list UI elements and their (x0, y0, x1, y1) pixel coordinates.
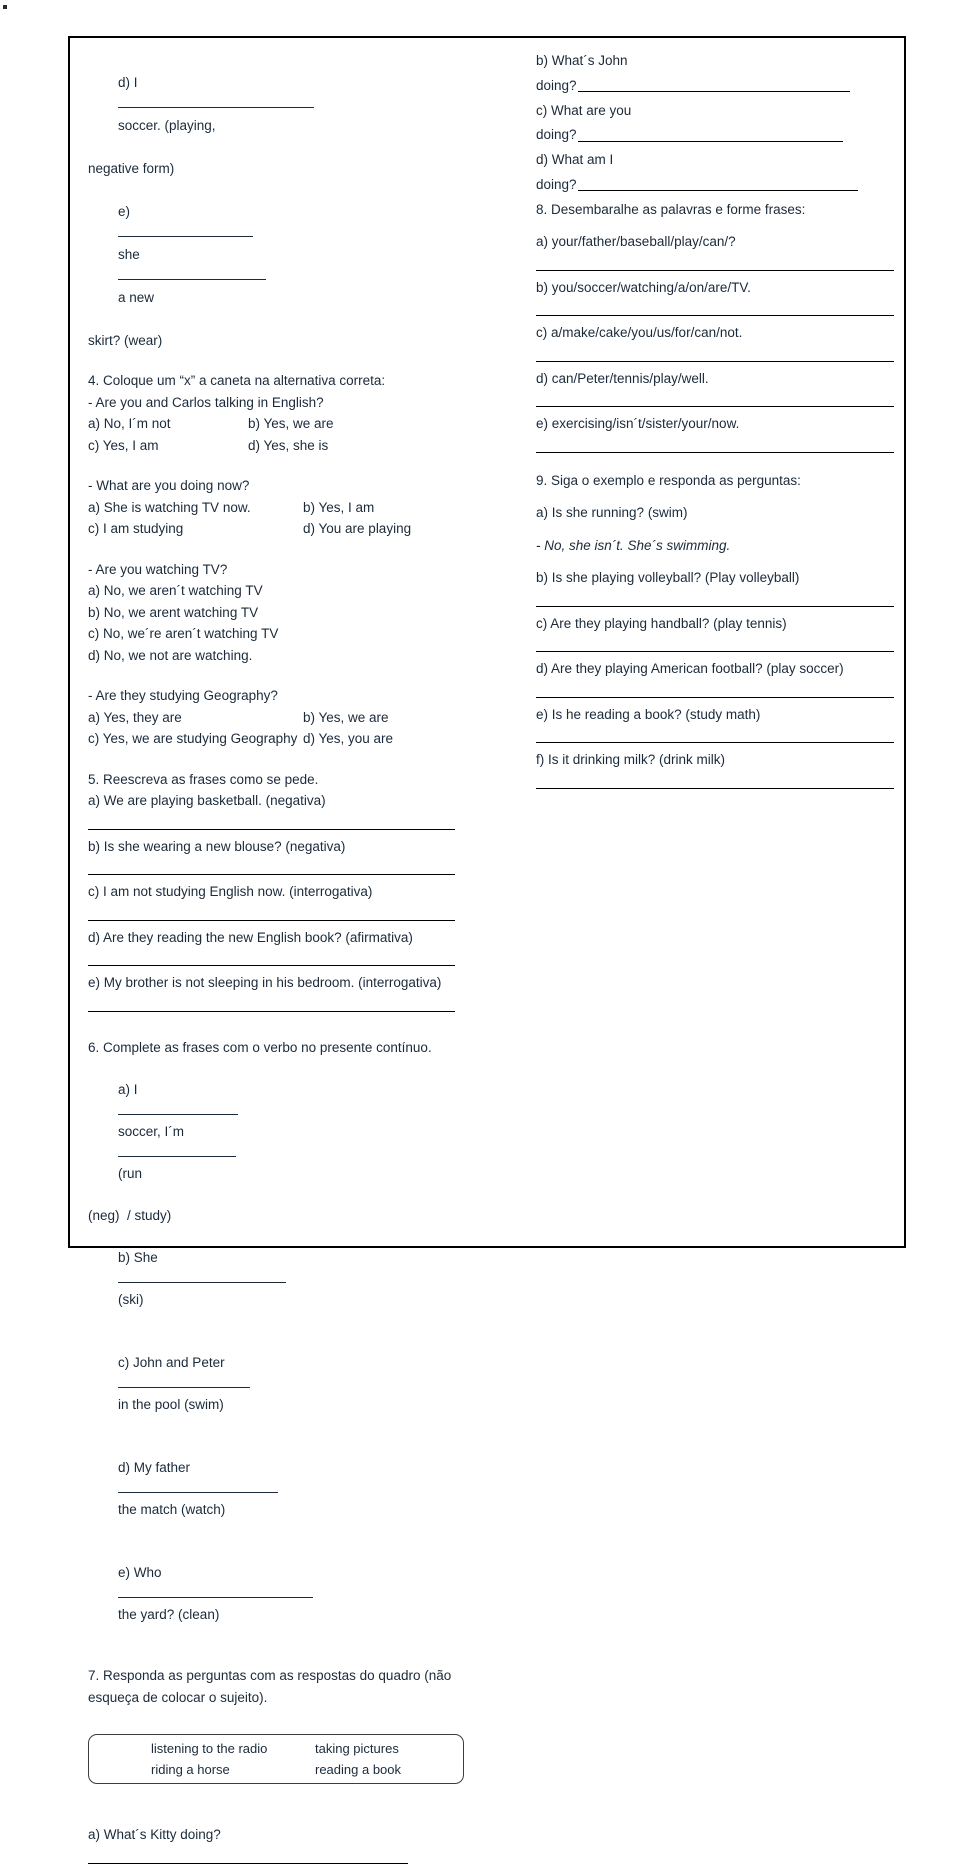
blank-field[interactable] (118, 1584, 313, 1598)
exercise-7-question-c: c) What are you (536, 102, 632, 118)
exercise-9-item-f: f) Is it drinking milk? (drink milk) (536, 752, 726, 767)
scan-artifact-speck (3, 5, 7, 9)
option-a[interactable]: a) No, we aren´t watching TV (88, 583, 263, 598)
exercise-6-heading: 6. Complete as frases com o verbo no presente contínuo. (88, 1039, 432, 1055)
option-d[interactable]: d) Yes, she is (248, 437, 329, 453)
exercise-6-item-e (88, 1541, 508, 1646)
exercise-9-item-b: b) Is she playing volleyball? (Play volleyball) (536, 570, 800, 585)
answer-line[interactable] (536, 270, 894, 271)
exercise-4-question-3-prompt: - Are you watching TV? (88, 561, 228, 577)
spacer (536, 556, 894, 567)
exercise-4-question-1-prompt: - Are you and Carlos talking in English? (88, 394, 324, 410)
blank-field[interactable] (118, 1269, 286, 1283)
answer-prefix: doing? (536, 176, 577, 192)
exercise-9-example-question: a) Is she running? (swim) (536, 505, 688, 520)
exercise-5-item-d: d) Are they reading the new English book? (afirmativa) (88, 929, 413, 945)
worksheet-page-frame (68, 36, 906, 1842)
word-bank-item: riding a horse (151, 1762, 230, 1777)
answer-prefix: doing? (536, 77, 577, 93)
exercise-5-item-c: c) I am not studying English now. (interrogativa) (88, 884, 373, 899)
exercise-6-item-b (88, 1226, 508, 1331)
exercise-7-question-a: a) What´s Kitty doing? (88, 1827, 221, 1842)
answer-line[interactable] (88, 1011, 455, 1012)
exercise-6-item-c (88, 1331, 508, 1436)
option-d[interactable]: d) Yes, you are (303, 731, 394, 746)
blank-field[interactable] (118, 1101, 238, 1115)
exercise-4-q4-options-row-2 (88, 728, 508, 750)
exercise-8-item-a: a) your/father/baseball/play/can/? (536, 234, 736, 249)
answer-line[interactable] (88, 829, 455, 830)
spacer (88, 750, 508, 769)
exercise-9-example-answer: - No, she isn´t. She´s swimming. (536, 537, 731, 553)
word-bank-column-1 (151, 1738, 315, 1780)
answer-line[interactable] (88, 874, 455, 875)
answer-line[interactable] (536, 361, 894, 362)
exercise-5-item-e: e) My brother is not sleeping in his bedroom. (interrogativa) (88, 975, 442, 990)
spacer (88, 1784, 508, 1824)
exercise-9-heading: 9. Siga o exemplo e responda as perguntas: (536, 472, 801, 488)
blank-field[interactable] (118, 1479, 278, 1493)
answer-line[interactable] (88, 920, 455, 921)
exercise-7-answer-b (536, 72, 894, 100)
option-a[interactable]: a) Yes, they are (88, 709, 182, 725)
exercise-9-item-e: e) Is he reading a book? (study math) (536, 706, 761, 722)
answer-line[interactable] (536, 788, 894, 789)
spacer (536, 491, 894, 502)
option-b[interactable]: b) Yes, we are (248, 416, 334, 431)
word-bank-item: listening to the radio (151, 1741, 268, 1756)
right-column (512, 38, 904, 1246)
exercise-6-item-a-text1: a) I (118, 1082, 138, 1097)
left-column (70, 38, 512, 1842)
exercise-6-item-a (88, 1058, 508, 1205)
spacer (88, 540, 508, 559)
answer-line[interactable] (88, 965, 455, 966)
word-bank-column-2 (315, 1738, 401, 1780)
exercise-7-question-d: d) What am I (536, 152, 614, 167)
blank-field[interactable] (118, 1143, 236, 1157)
answer-line[interactable] (578, 178, 858, 191)
option-b[interactable]: b) No, we arent watching TV (88, 604, 259, 620)
option-b[interactable]: b) Yes, we are (303, 709, 389, 725)
exercise-8-item-e: e) exercising/isn´t/sister/your/now. (536, 416, 740, 431)
answer-line[interactable] (536, 406, 894, 407)
option-d[interactable]: d) No, we not are watching. (88, 647, 253, 663)
exercise-6-item-c-text1: c) John and Peter (118, 1355, 225, 1370)
worksheet-columns (70, 38, 904, 1842)
carried-item-e-wrap: skirt? (wear) (88, 332, 163, 348)
blank-field[interactable] (118, 94, 314, 108)
exercise-5-item-a: a) We are playing basketball. (negativa) (88, 793, 326, 808)
spacer (88, 456, 508, 475)
carried-item-d (88, 50, 508, 158)
exercise-8-item-d: d) can/Peter/tennis/play/well. (536, 370, 709, 386)
option-a[interactable]: a) No, I´m not (88, 416, 171, 431)
exercise-8-item-c: c) a/make/cake/you/us/for/can/not. (536, 325, 743, 340)
exercise-9-item-c: c) Are they playing handball? (play tennis) (536, 615, 787, 631)
answer-line[interactable] (536, 452, 894, 453)
exercise-6-item-b-text1: b) She (118, 1250, 158, 1265)
exercise-6-item-a-wrap: (neg) / study) (88, 1208, 172, 1223)
carried-item-e (88, 179, 508, 330)
answer-line[interactable] (578, 79, 850, 92)
spacer (536, 524, 894, 535)
exercise-5-heading: 5. Reescreva as frases como se pede. (88, 771, 319, 787)
answer-line[interactable] (536, 315, 894, 316)
spacer (536, 459, 894, 470)
exercise-4-heading: 4. Coloque um “x” a caneta na alternativa correta: (88, 373, 386, 388)
exercise-7-answer-c (536, 121, 894, 149)
exercise-7-answer-d (536, 171, 894, 199)
exercise-6-item-c-text2: in the pool (swim) (118, 1397, 224, 1412)
carried-item-e-text3: a new (118, 289, 155, 305)
exercise-6-item-a-text3: (run (118, 1166, 143, 1181)
exercise-7-question-b: b) What´s John (536, 53, 628, 68)
exercise-8-item-b: b) you/soccer/watching/a/on/are/TV. (536, 279, 751, 295)
spacer (88, 351, 508, 370)
word-bank-item: taking pictures (315, 1741, 399, 1756)
exercise-4-q2-options-row-2 (88, 518, 508, 540)
option-c[interactable]: c) Yes, we are studying Geography (88, 731, 298, 746)
carried-item-e-text1: e) (118, 203, 131, 219)
exercise-6-item-d-text1: d) My father (118, 1460, 191, 1475)
exercise-7-heading-line-2: esqueça de colocar o sujeito). (88, 1689, 268, 1705)
option-c[interactable]: c) No, we´re aren´t watching TV (88, 626, 279, 641)
word-bank-box (88, 1734, 464, 1784)
exercise-4-q2-options-row-1 (88, 497, 508, 519)
option-a[interactable]: a) She is watching TV now. (88, 499, 251, 515)
option-c[interactable]: c) I am studying (88, 521, 184, 536)
blank-field[interactable] (118, 223, 253, 237)
blank-field[interactable] (118, 266, 266, 280)
blank-field[interactable] (118, 1374, 250, 1388)
option-b[interactable]: b) Yes, I am (303, 499, 375, 515)
exercise-6-item-d-text2: the match (watch) (118, 1502, 226, 1517)
exercise-6-item-a-text2: soccer, I´m (118, 1124, 185, 1139)
spacer (536, 220, 894, 231)
answer-line[interactable] (536, 606, 894, 607)
exercise-4-question-4-prompt: - Are they studying Geography? (88, 688, 278, 703)
exercise-4-q4-options-row-1 (88, 707, 508, 729)
exercise-4-q1-options-row-1 (88, 413, 508, 435)
exercise-8-heading: 8. Desembaralhe as palavras e forme frases: (536, 201, 806, 217)
exercise-6-item-b-text2: (ski) (118, 1292, 144, 1307)
carried-item-d-text2: soccer. (playing, (118, 117, 216, 133)
carried-item-d-wrap: negative form) (88, 160, 175, 176)
answer-line[interactable] (578, 129, 843, 142)
spacer (88, 666, 508, 685)
answer-line[interactable] (536, 651, 894, 652)
exercise-9-item-d: d) Are they playing American football? (play soccer) (536, 661, 844, 676)
spacer (88, 1646, 508, 1665)
option-d[interactable]: d) You are playing (303, 521, 412, 536)
spacer (88, 1018, 508, 1037)
carried-item-d-text1: d) I (118, 74, 138, 90)
answer-line[interactable] (536, 697, 894, 698)
answer-line[interactable] (88, 1863, 408, 1864)
exercise-6-item-d (88, 1436, 508, 1541)
carried-item-e-text2: she (118, 246, 140, 262)
answer-line[interactable] (536, 742, 894, 743)
option-c[interactable]: c) Yes, I am (88, 437, 159, 453)
word-bank-item: reading a book (315, 1762, 402, 1777)
exercise-4-q1-options-row-2 (88, 435, 508, 457)
exercise-7-heading-line-1: 7. Responda as perguntas com as respostas do quadro (não (88, 1668, 452, 1683)
exercise-6-item-e-text1: e) Who (118, 1565, 162, 1580)
answer-prefix: doing? (536, 127, 577, 142)
exercise-5-item-b: b) Is she wearing a new blouse? (negativa) (88, 838, 346, 854)
exercise-4-question-2-prompt: - What are you doing now? (88, 478, 250, 493)
exercise-6-item-e-text2: the yard? (clean) (118, 1607, 220, 1622)
